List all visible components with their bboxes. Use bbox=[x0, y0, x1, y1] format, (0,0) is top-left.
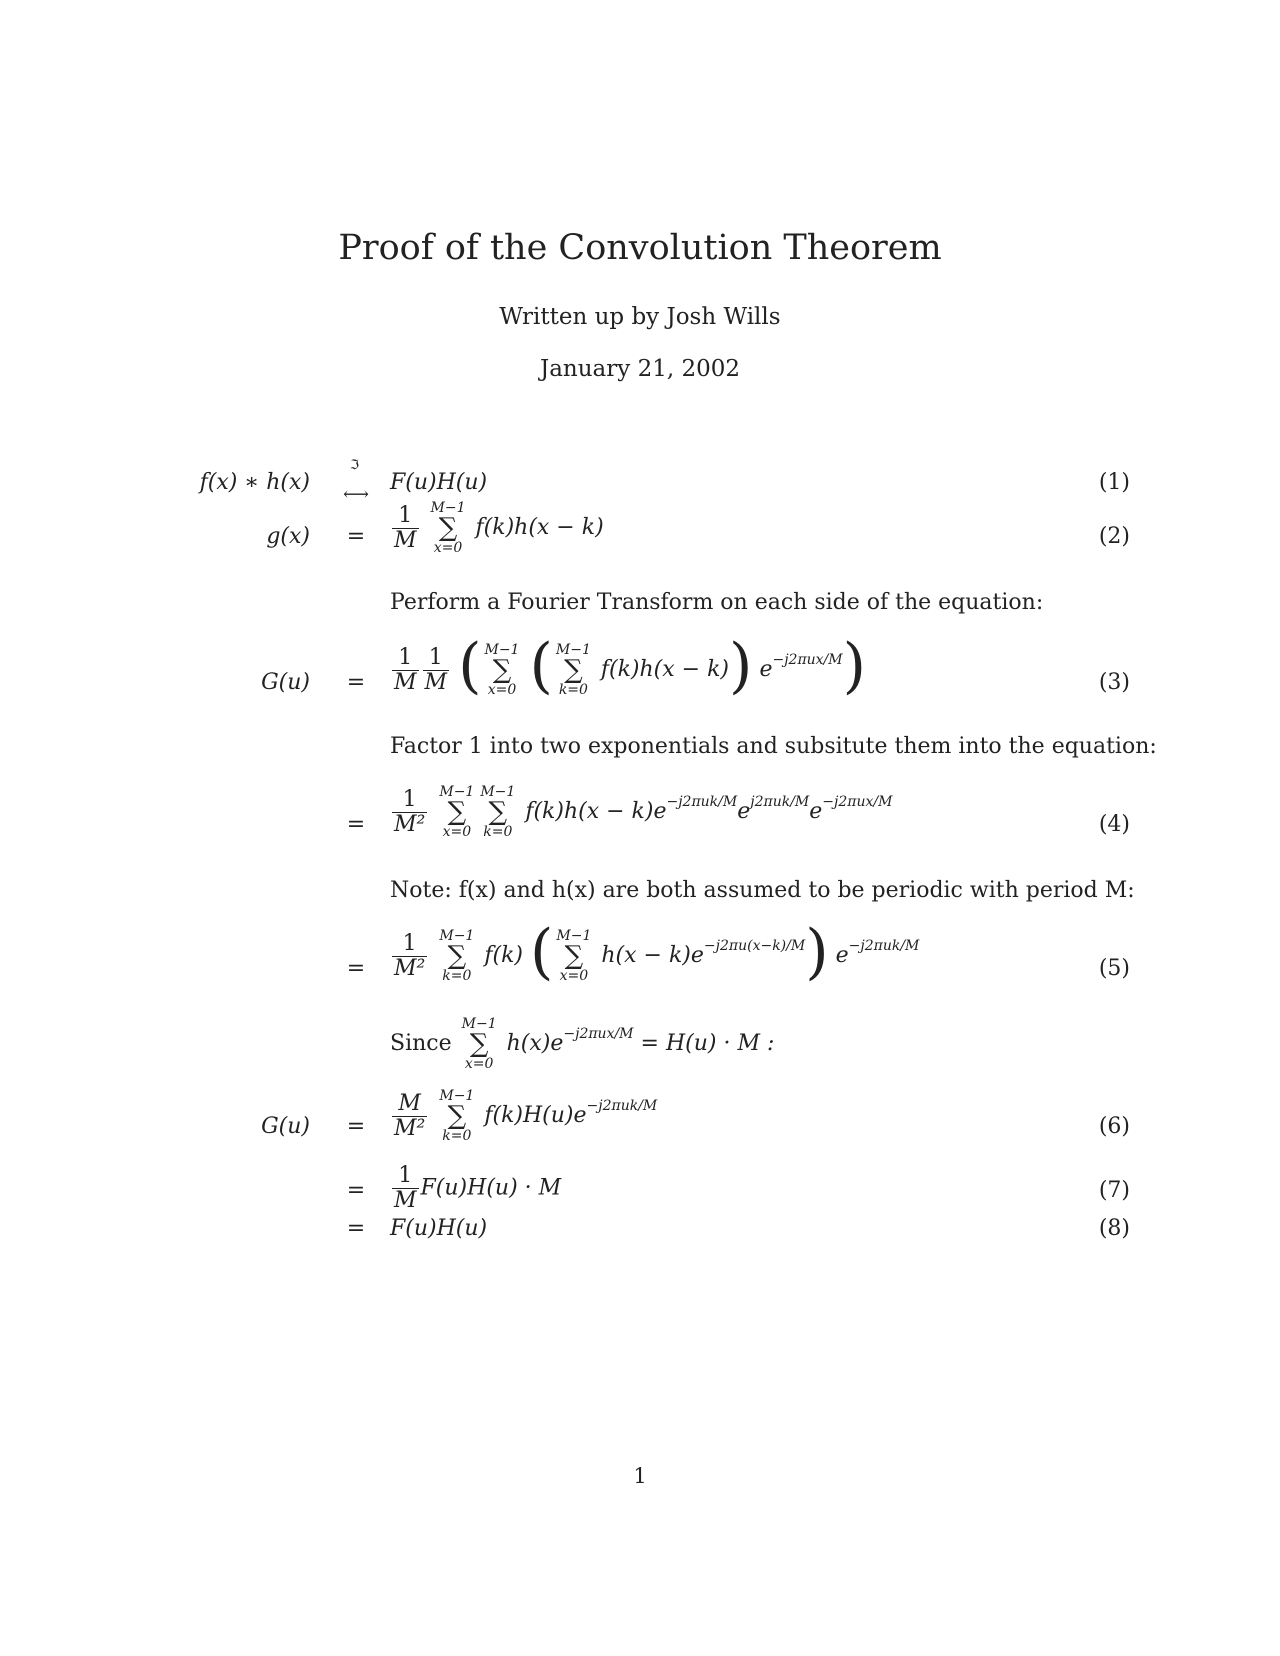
eq2-rhs: $\frac{1}{M}$ M−1 ∑ x=0 f(k)h(x − k) bbox=[394, 500, 604, 556]
prose-factor: Factor 1 into two exponentials and subsitute them into the equation: bbox=[390, 734, 1157, 759]
prose-note: Note: f(x) and h(x) are both assumed to be periodic with period M: bbox=[390, 878, 1135, 903]
sum-symbol: M−1 ∑ x=0 bbox=[430, 500, 466, 556]
eq8-number: (8) bbox=[1098, 1216, 1130, 1241]
eq1-rhs: F(u)H(u) bbox=[390, 470, 488, 495]
eq1-number: (1) bbox=[1098, 470, 1130, 495]
since-line: Since M−1 ∑ x=0 $h(x)e^{-j2\pi ux/M} = H(u) \cdot M$ : bbox=[390, 1016, 775, 1072]
eq5-number: (5) bbox=[1098, 956, 1130, 981]
equals-sign: = bbox=[346, 1114, 366, 1139]
eq2-lhs: g(x) bbox=[266, 524, 310, 549]
eq5-rhs: $\frac{1}{\text{M²}}$ M−1 ∑ k=0 f(k) ( M−1 ∑ x=0 $h(x - k)e^{-j2\pi u(x-k)/M}$) $e^{-j2\pi uk/M}$ bbox=[394, 917, 920, 987]
eq6-number: (6) bbox=[1098, 1114, 1130, 1139]
prose-fourier: Perform a Fourier Transform on each side of the equation: bbox=[390, 590, 1044, 615]
date-line: January 21, 2002 bbox=[540, 356, 740, 382]
eq7-number: (7) bbox=[1098, 1178, 1130, 1203]
eq4-number: (4) bbox=[1098, 812, 1130, 837]
equals-sign: = bbox=[346, 670, 366, 695]
equals-sign: = bbox=[346, 956, 366, 981]
equals-sign: = bbox=[346, 524, 366, 549]
eq2-number: (2) bbox=[1098, 524, 1130, 549]
paper-title: Proof of the Convolution Theorem bbox=[338, 228, 942, 268]
eq3-lhs: G(u) bbox=[261, 670, 310, 695]
eq4-rhs: $\frac{1}{\text{M²}}$ M−1 ∑ x=0 M−1 ∑ k=0 $f(k)h(x - k)e^{-j2\pi uk/M}e^{j2\pi uk/M}e^{-j2\pi ux/M}$ bbox=[394, 784, 893, 840]
eq3-rhs: $\frac{1}{M}$ $\frac{1}{M}$ ( M−1 ∑ x=0 ( M−1 ∑ k=0 f(k)h(x − k)) $e^{-j2\pi ux/M}$) bbox=[394, 631, 867, 701]
equals-sign: = bbox=[346, 1178, 366, 1203]
equals-sign: = bbox=[346, 1216, 366, 1241]
fourier-arrow: ℑ ⟷ bbox=[343, 458, 369, 505]
eq1-lhs: f(x) ∗ h(x) bbox=[199, 470, 310, 495]
eq6-lhs: G(u) bbox=[261, 1114, 310, 1139]
author-line: Written up by Josh Wills bbox=[499, 304, 781, 330]
equals-sign: = bbox=[346, 812, 366, 837]
eq7-rhs: $\frac{1}{M}$ F(u)H(u) · M bbox=[394, 1163, 562, 1213]
page-number: 1 bbox=[633, 1464, 647, 1488]
eq3-number: (3) bbox=[1098, 670, 1130, 695]
eq6-rhs: $\frac{M}{\text{M²}}$ M−1 ∑ k=0 $f(k)H(u)e^{-j2\pi uk/M}$ bbox=[394, 1088, 658, 1144]
eq8-rhs: F(u)H(u) bbox=[390, 1216, 488, 1241]
